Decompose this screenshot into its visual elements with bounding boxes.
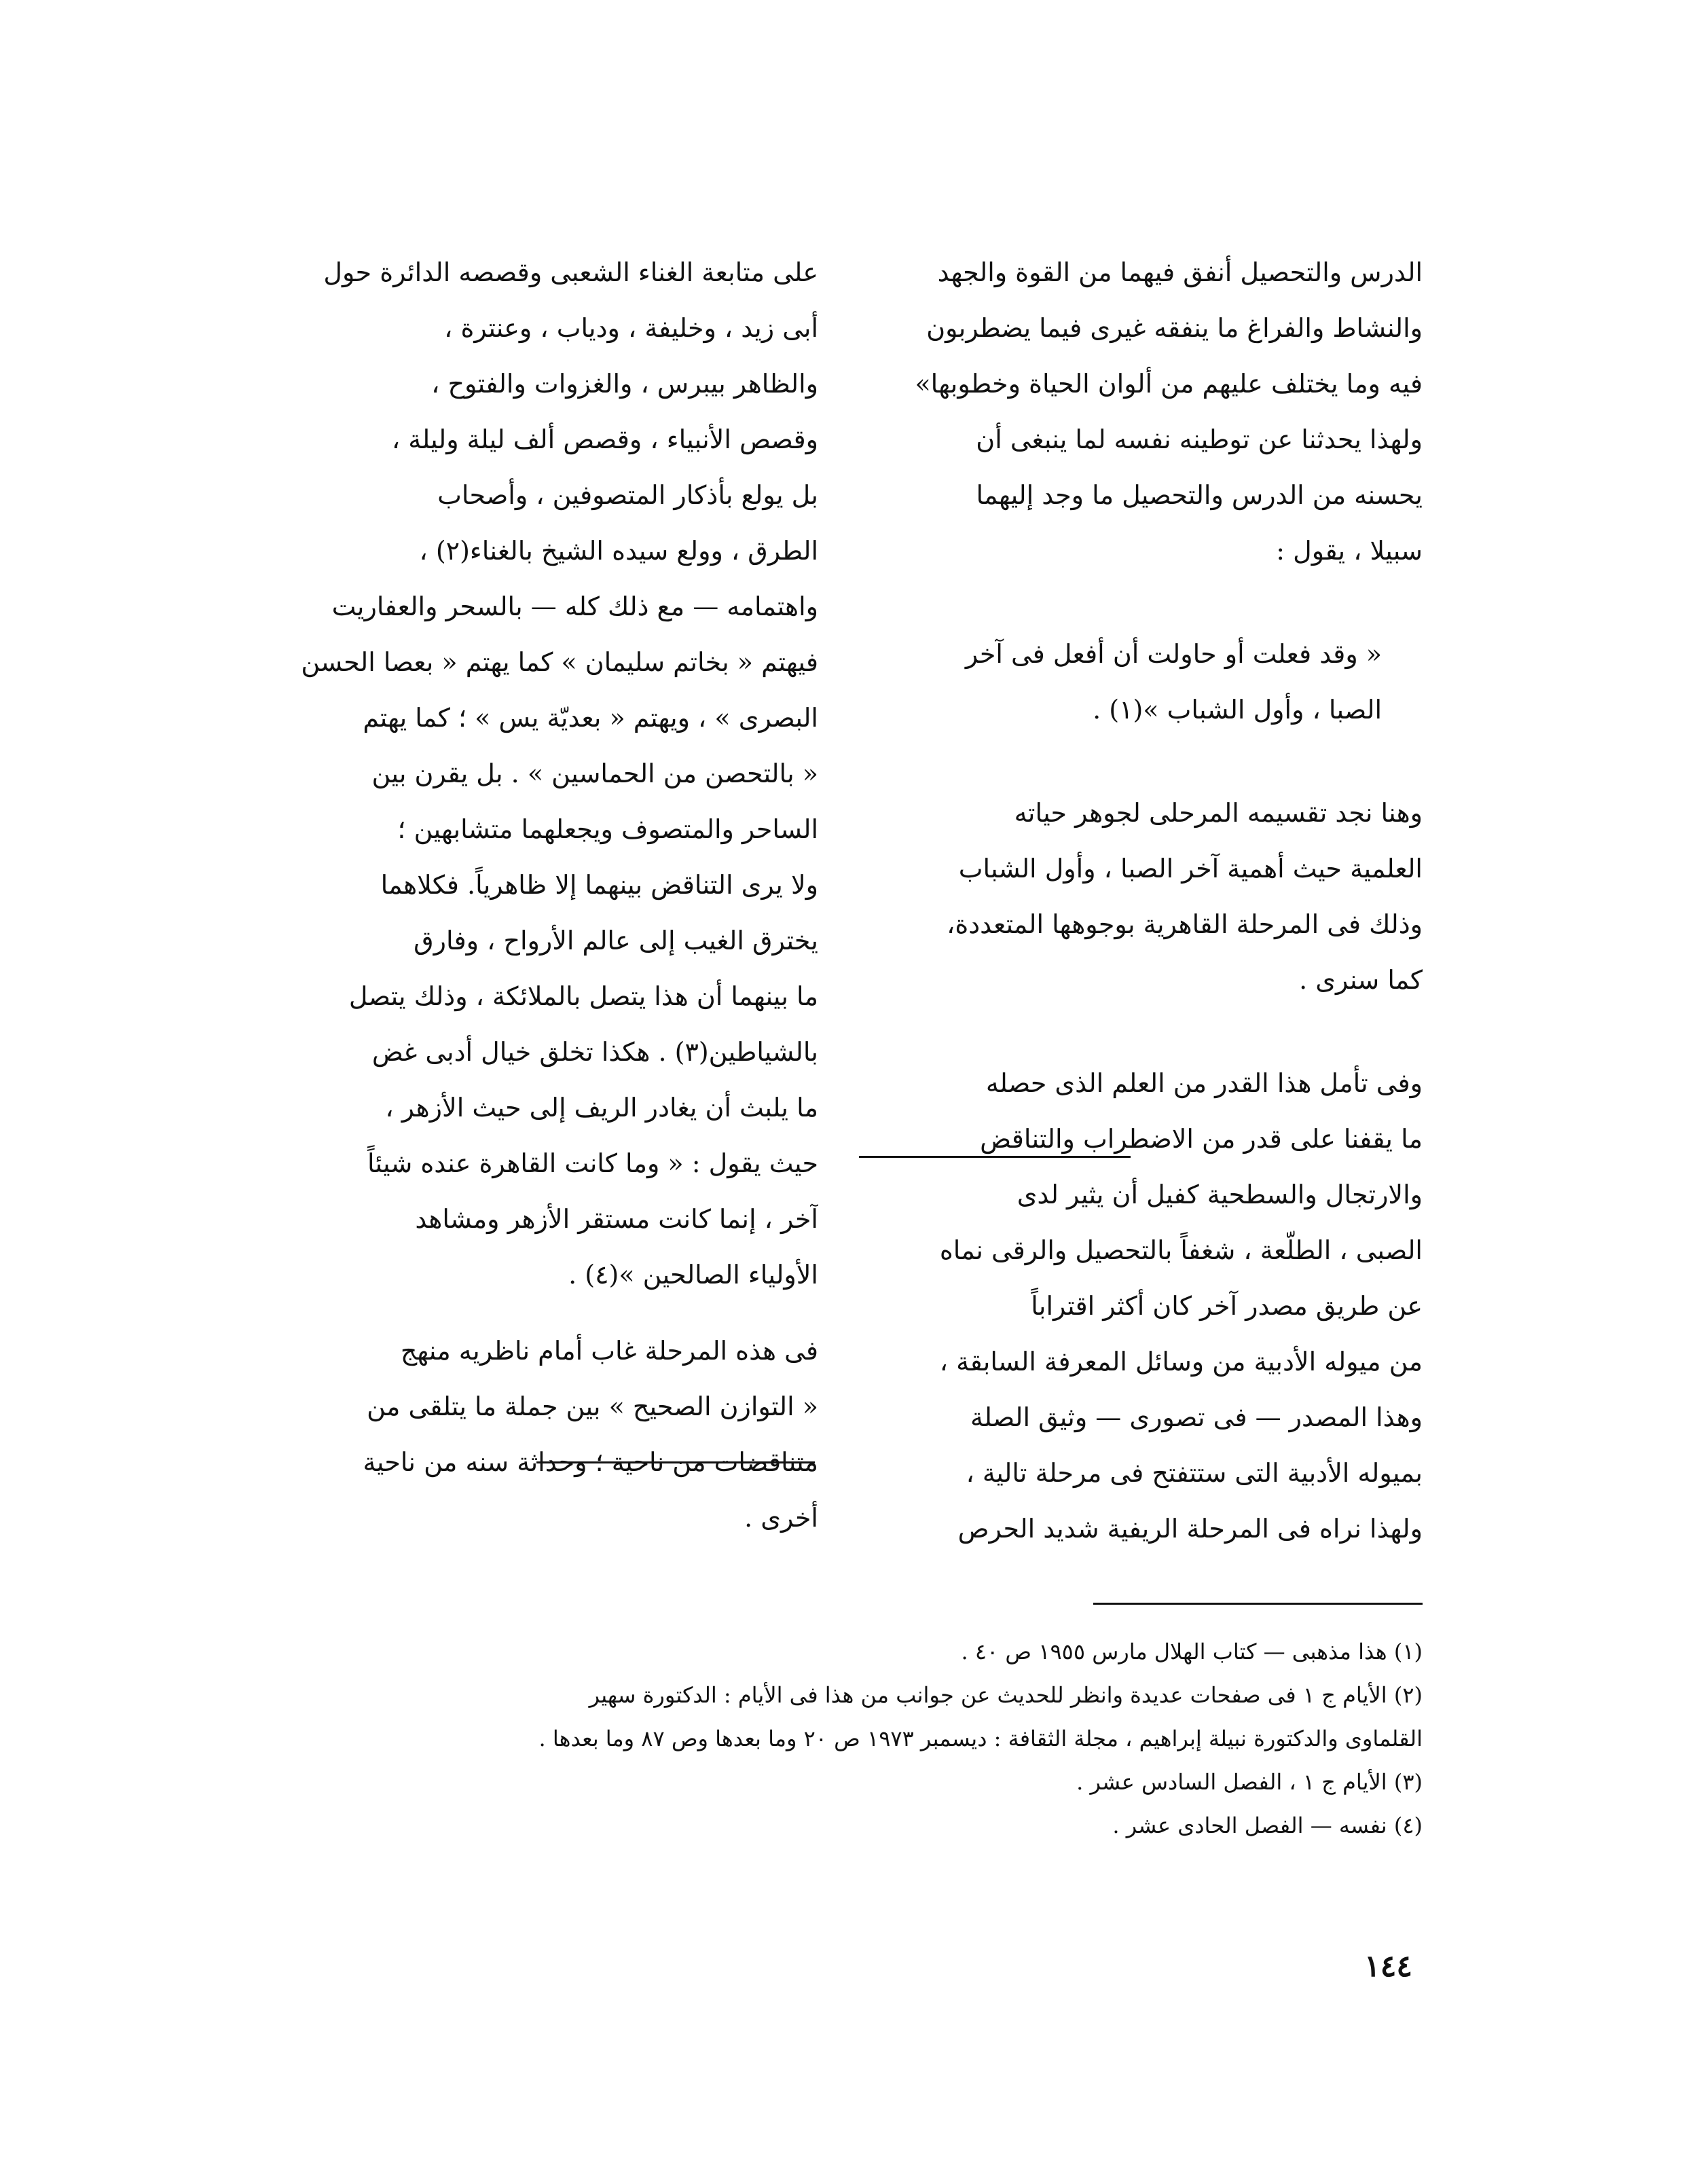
text-line: ما يلبث أن يغادر الريف إلى حيث الأزهر ، (385, 1093, 818, 1123)
text-line: والنشاط والفراغ ما ينفقه غيرى فيما يضطربون (926, 313, 1423, 343)
text-line: وفى تأمل هذا القدر من العلم الذى حصله (985, 1068, 1423, 1098)
text-line: والارتجال والسطحية كفيل أن يثير لدى (1017, 1180, 1423, 1209)
text-line: الصبى ، الطلّعة ، شغفاً بالتحصيل والرقى نماه (939, 1235, 1423, 1265)
text-line: فى هذه المرحلة غاب أمام ناظريه منهج (400, 1336, 818, 1366)
text-line: ما يقفنا على قدر من الاضطراب والتناقض (980, 1124, 1423, 1154)
text-line: كما سنرى . (1299, 965, 1423, 995)
paragraph (268, 244, 818, 1303)
text-line: ما بينهما أن هذا يتصل بالملائكة ، وذلك يتصل (348, 981, 818, 1011)
paragraph (859, 1055, 1423, 1557)
text-line: الأولياء الصالحين »(٤) . (568, 1260, 818, 1290)
text-line: وذلك فى المرحلة القاهرية بوجوهها المتعددة، (947, 909, 1423, 939)
right-column (859, 244, 1423, 1557)
page-number: ١٤٤ (1364, 1949, 1412, 1984)
text-line: الدرس والتحصيل أنفق فيهما من القوة والجهد (937, 257, 1423, 287)
text-line: أخرى . (744, 1503, 818, 1533)
footnote: (٢) الأيام ج ١ فى صفحات عديدة وانظر للحديث عن جوانب من هذا فى الأيام : الدكتورة سهير (589, 1682, 1423, 1708)
text-line: البصرى » ، ويهتم « بعديّة يس » ؛ كما يهتم (363, 703, 818, 733)
text-line: الصبا ، وأول الشباب »(١) . (1093, 695, 1382, 725)
text-line: العلمية حيث أهمية آخر الصبا ، وأول الشباب (958, 854, 1423, 884)
text-line: ولهذا نراه فى المرحلة الريفية شديد الحرص (957, 1514, 1423, 1544)
divider-line (859, 1156, 1131, 1158)
footnote: (٤) نفسه — الفصل الحادى عشر . (1112, 1813, 1423, 1838)
footnotes (268, 1630, 1423, 1847)
text-line: واهتمامه — مع ذلك كله — بالسحر والعفاريت (331, 592, 818, 621)
paragraph (859, 244, 1423, 579)
text-line: آخر ، إنما كانت مستقر الأزهر ومشاهد (415, 1204, 818, 1234)
text-line: بميوله الأدبية التى ستتفتح فى مرحلة تالية ، (966, 1458, 1423, 1488)
paragraph (268, 1323, 818, 1546)
text-line: فيه وما يختلف عليهم من ألوان الحياة وخطوبها» (915, 369, 1423, 399)
text-line: سبيلا ، يقول : (1276, 536, 1423, 566)
footnote-separator (1093, 1603, 1423, 1605)
text-line: على متابعة الغناء الشعبى وقصصه الدائرة حول (323, 257, 818, 287)
text-line: حيث يقول : « وما كانت القاهرة عنده شيئاً (367, 1148, 818, 1178)
quote-paragraph (859, 626, 1423, 738)
paragraph (859, 785, 1423, 1008)
text-line: فيهتم « بخاتم سليمان » كما يهتم « بعصا الحسن (301, 647, 818, 677)
text-line: بل يولع بأذكار المتصوفين ، وأصحاب (437, 480, 818, 510)
footnote: (٣) الأيام ج ١ ، الفصل السادس عشر . (1076, 1769, 1423, 1795)
text-line: ولهذا يحدثنا عن توطينه نفسه لما ينبغى أن (976, 424, 1423, 454)
text-line: الساحر والمتصوف ويجعلهما متشابهين ؛ (397, 814, 818, 844)
text-line: متناقضات من ناحية ؛ وحداثة سنه من ناحية (363, 1447, 818, 1477)
text-line: « وقد فعلت أو حاولت أن أفعل فى آخر (965, 639, 1382, 669)
text-line: « بالتحصن من الحماسين » . بل يقرن بين (371, 759, 818, 788)
text-line: يحسنه من الدرس والتحصيل ما وجد إليهما (976, 480, 1423, 510)
text-line: وقصص الأنبياء ، وقصص ألف ليلة وليلة ، (391, 424, 818, 454)
text-line: الطرق ، وولع سيده الشيخ بالغناء(٢) ، (419, 536, 818, 566)
footnote: القلماوى والدكتورة نبيلة إبراهيم ، مجلة الثقافة : ديسمبر ١٩٧٣ ص ٢٠ وما بعدها وص ٨٧ وما بعدها . (538, 1726, 1423, 1751)
text-line: عن طريق مصدر آخر كان أكثر اقتراباً (1031, 1291, 1423, 1321)
text-line: ولا يرى التناقض بينهما إلا ظاهرياً. فكلاهما (380, 870, 818, 900)
footnote: (١) هذا مذهبى — كتاب الهلال مارس ١٩٥٥ ص ٤٠ . (961, 1639, 1423, 1664)
text-line: وهنا نجد تقسيمه المرحلى لجوهر حياته (1014, 798, 1423, 828)
text-line: بالشياطين(٣) . هكذا تخلق خيال أدبى غض (371, 1037, 818, 1067)
text-line: والظاهر بيبرس ، والغزوات والفتوح ، (431, 369, 818, 399)
text-line: من ميوله الأدبية من وسائل المعرفة السابقة ، (939, 1347, 1423, 1377)
text-line: وهذا المصدر — فى تصورى — وثيق الصلة (970, 1402, 1423, 1432)
text-line: يخترق الغيب إلى عالم الأرواح ، وفارق (414, 926, 818, 956)
text-line: أبى زيد ، وخليفة ، ودياب ، وعنترة ، (444, 313, 818, 343)
text-line: « التوازن الصحيح » بين جملة ما يتلقى من (367, 1391, 818, 1421)
left-column (268, 244, 818, 1546)
